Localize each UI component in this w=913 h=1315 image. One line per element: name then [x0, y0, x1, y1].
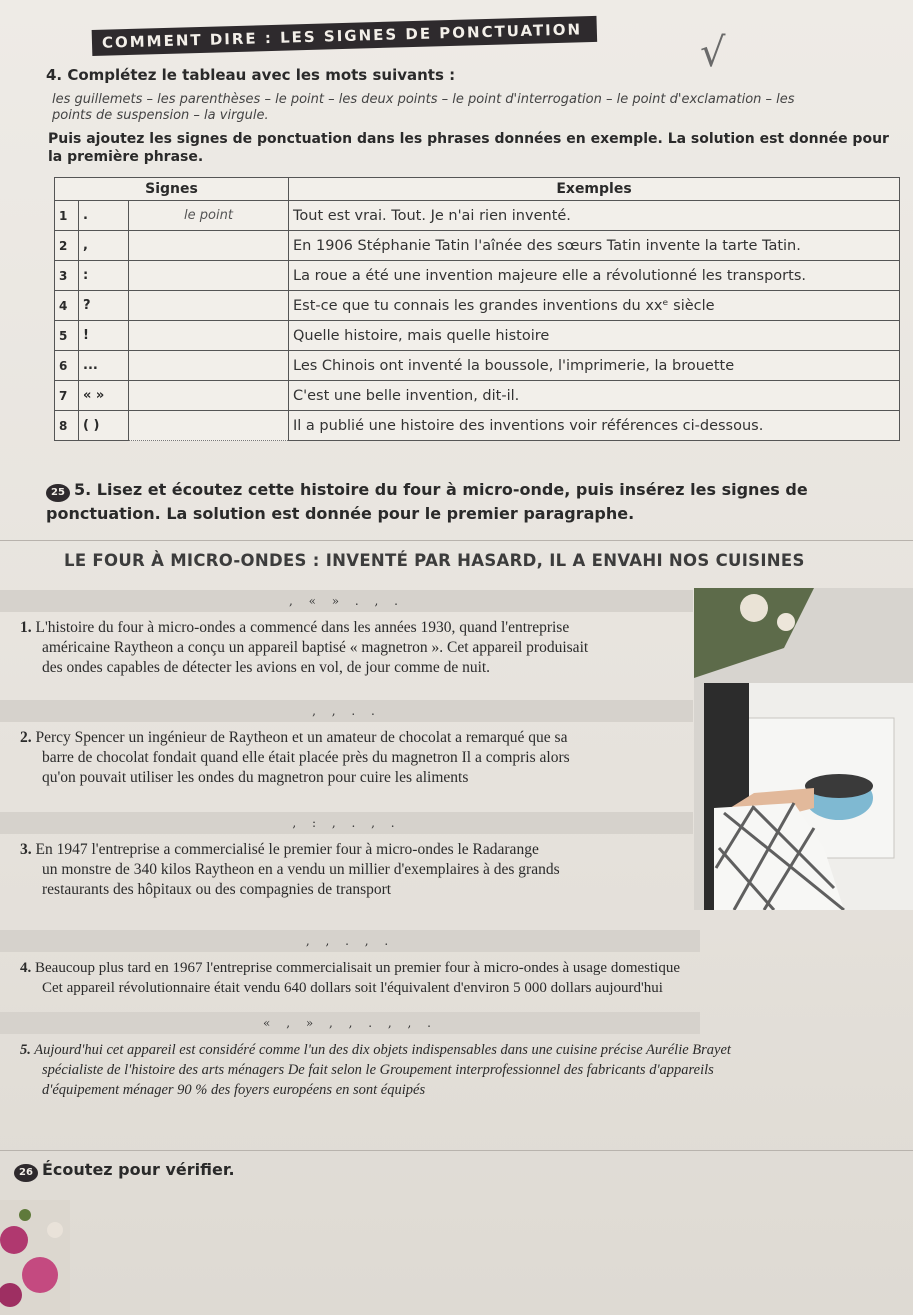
- section-banner: COMMENT DIRE : LES SIGNES DE PONCTUATION: [92, 16, 598, 56]
- paragraph-number: 2.: [20, 729, 32, 746]
- decorative-flower-image: [0, 1200, 70, 1315]
- row-number: 8: [55, 411, 79, 441]
- paragraph-line: Aujourd'hui cet appareil est considéré comme l'un des dix objets indispensables dans une cuisine précise Aurélie Brayet: [34, 1042, 731, 1058]
- row-number: 7: [55, 381, 79, 411]
- row-sign: « »: [79, 381, 129, 411]
- row-answer[interactable]: [129, 411, 289, 441]
- row-number: 5: [55, 321, 79, 351]
- table-row: [55, 411, 900, 441]
- row-sign: ...: [79, 351, 129, 381]
- paragraph-line: spécialiste de l'histoire des arts ménagers De fait selon le Groupement interprofessionnel des fabricants d'appareils: [42, 1062, 714, 1078]
- row-number: 4: [55, 291, 79, 321]
- divider: [0, 540, 913, 541]
- microwave-photo: [694, 588, 913, 910]
- table-row: [55, 201, 900, 231]
- row-number: 6: [55, 351, 79, 381]
- paragraph-line: En 1947 l'entreprise a commercialisé le premier four à micro-ondes le Radarange: [35, 841, 539, 858]
- col-exemples-header: Exemples: [289, 178, 900, 201]
- row-example: Quelle histoire, mais quelle histoire: [289, 321, 900, 351]
- table-row: [55, 351, 900, 381]
- paragraph-line: Cet appareil révolutionnaire était vendu 640 dollars soit l'équivalent d'environ 5 000 dollars aujourd'hui: [42, 980, 663, 996]
- row-number: 2: [55, 231, 79, 261]
- row-example: Les Chinois ont inventé la boussole, l'imprimerie, la brouette: [289, 351, 900, 381]
- table-row: [55, 321, 900, 351]
- punctuation-hint-strip: « , » , , . , , .: [0, 1012, 700, 1034]
- punctuation-hint-strip: , , . , .: [0, 930, 700, 952]
- row-sign: ,: [79, 231, 129, 261]
- row-sign: !: [79, 321, 129, 351]
- paragraph-line: qu'on pouvait utiliser les ondes du magnetron pour cuire les aliments: [42, 769, 469, 786]
- row-example: En 1906 Stéphanie Tatin l'aînée des sœurs Tatin invente la tarte Tatin.: [289, 231, 900, 261]
- paragraph-line: d'équipement ménager 90 % des foyers européens en sont équipés: [42, 1082, 426, 1098]
- exercise-5-instruction: 25 5. Lisez et écoutez cette histoire du four à micro-onde, puis insérez les signes de ponctuation. La solution est donnée pour le premier paragraphe.: [46, 480, 808, 523]
- table-row: [55, 261, 900, 291]
- row-example: Il a publié une histoire des inventions voir références ci-dessous.: [289, 411, 900, 441]
- article-paragraph: [20, 958, 913, 998]
- table-row: [55, 381, 900, 411]
- row-sign: .: [79, 201, 129, 231]
- row-example: Est-ce que tu connais les grandes inventions du xxᵉ siècle: [289, 291, 900, 321]
- row-number: 1: [55, 201, 79, 231]
- row-sign: :: [79, 261, 129, 291]
- paragraph-number: 5.: [20, 1042, 31, 1058]
- row-answer[interactable]: [129, 231, 289, 261]
- exercise-4-instruction: Puis ajoutez les signes de ponctuation dans les phrases données en exemple. La solution est donnée pour la première phrase.: [48, 131, 889, 165]
- punctuation-hint-strip: , « » . , .: [0, 590, 693, 612]
- row-sign: ?: [79, 291, 129, 321]
- handwritten-check-mark: √: [700, 30, 726, 76]
- table-row: [55, 231, 900, 261]
- row-sign: ( ): [79, 411, 129, 441]
- paragraph-number: 4.: [20, 960, 32, 976]
- row-example: Tout est vrai. Tout. Je n'ai rien inventé.: [289, 201, 900, 231]
- paragraph-number: 1.: [20, 619, 32, 636]
- paragraph-line: barre de chocolat fondait quand elle était placée près du magnetron Il a compris alors: [42, 749, 570, 766]
- row-answer[interactable]: le point: [129, 201, 289, 231]
- paragraph-line: Percy Spencer un ingénieur de Raytheon et un amateur de chocolat a remarqué que sa: [35, 729, 568, 746]
- row-answer[interactable]: [129, 291, 289, 321]
- row-answer[interactable]: [129, 261, 289, 291]
- punctuation-table: [54, 177, 900, 441]
- paragraph-number: 3.: [20, 841, 32, 858]
- punctuation-hint-strip: , : , . , .: [0, 812, 693, 834]
- paragraph-line: restaurants des hôpitaux ou des compagnies de transport: [42, 881, 392, 898]
- audio-track-badge[interactable]: 26: [14, 1164, 38, 1182]
- paragraph-line: L'histoire du four à micro-ondes a commencé dans les années 1930, quand l'entreprise: [35, 619, 570, 636]
- row-example: La roue a été une invention majeure elle a révolutionné les transports.: [289, 261, 900, 291]
- article-title: LE FOUR À MICRO-ONDES : INVENTÉ PAR HASARD, IL A ENVAHI NOS CUISINES: [64, 551, 805, 570]
- punctuation-hint-strip: , , . .: [0, 700, 693, 722]
- article-paragraph: [20, 840, 713, 900]
- row-answer[interactable]: [129, 381, 289, 411]
- table-row: [55, 291, 900, 321]
- paragraph-line: des ondes capables de détecter les avions en vol, de jour comme de nuit.: [42, 659, 491, 676]
- paragraph-line: Beaucoup plus tard en 1967 l'entreprise commercialisait un premier four à micro-ondes à usage domestique: [35, 960, 680, 976]
- row-answer[interactable]: [129, 321, 289, 351]
- paragraph-line: un monstre de 340 kilos Raytheon en a vendu un millier d'exemplaires à des grands: [42, 861, 560, 878]
- article-paragraph: [20, 728, 713, 788]
- divider: [0, 1150, 913, 1151]
- exercise-6-instruction: 26 Écoutez pour vérifier.: [14, 1160, 235, 1182]
- paragraph-line: américaine Raytheon a conçu un appareil baptisé « magnetron ». Cet appareil produisait: [42, 639, 589, 656]
- row-example: C'est une belle invention, dit-il.: [289, 381, 900, 411]
- row-number: 3: [55, 261, 79, 291]
- row-answer[interactable]: [129, 351, 289, 381]
- article-paragraph: [20, 1040, 913, 1100]
- exercise-4-word-list: les guillemets – les parenthèses – le point – les deux points – le point d'interrogation – le point d'exclamation – les points de suspension – la virgule.: [52, 92, 795, 123]
- audio-track-badge[interactable]: 25: [46, 484, 70, 502]
- col-signes-header: Signes: [55, 178, 289, 201]
- article-paragraph: [20, 618, 713, 678]
- exercise-4-heading: 4. Complétez le tableau avec les mots suivants :: [46, 66, 456, 84]
